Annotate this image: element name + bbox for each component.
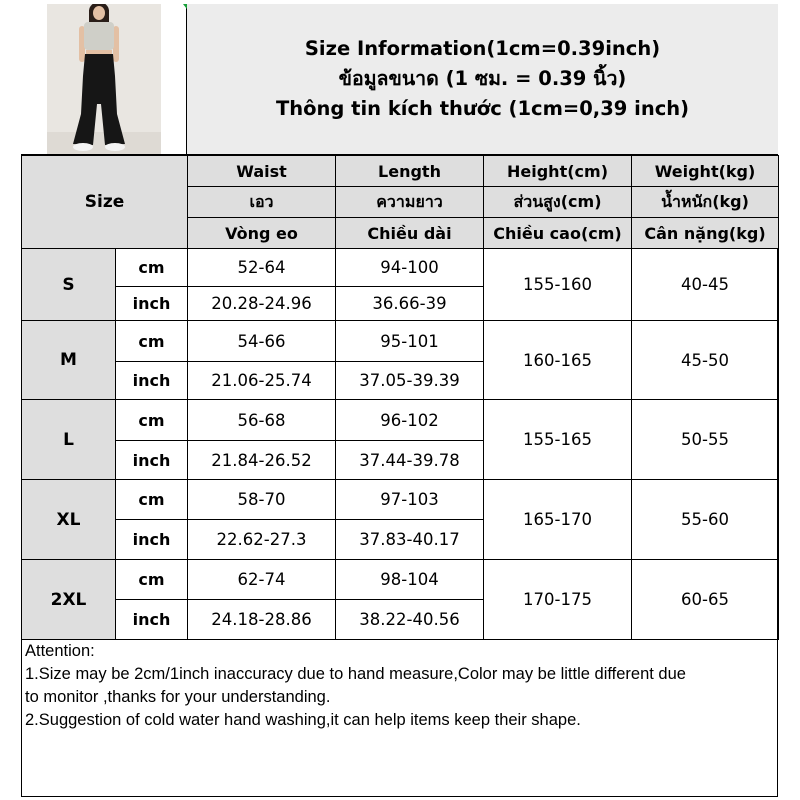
note-line-2: 2.Suggestion of cold water hand washing,it can help items keep their shape. [25, 711, 581, 729]
weight-header: Weight(kg) [632, 156, 779, 187]
length-cm-value: 95-101 [336, 321, 484, 362]
model-illustration [21, 4, 187, 155]
waist-cm-value: 56-68 [188, 400, 336, 441]
weight-value: 45-50 [632, 321, 779, 400]
length-inch-value: 37.44-39.78 [336, 441, 484, 480]
weight-header-vietnamese: Cân nặng(kg) [632, 218, 779, 249]
length-inch-value: 37.83-40.17 [336, 520, 484, 560]
length-cm-value: 96-102 [336, 400, 484, 441]
length-inch-value: 37.05-39.39 [336, 362, 484, 400]
length-cm-value: 98-104 [336, 560, 484, 600]
height-value: 170-175 [484, 560, 632, 640]
height-header-thai: ส่วนสูง(cm) [484, 187, 632, 218]
height-value: 160-165 [484, 321, 632, 400]
size-table [21, 155, 779, 640]
unit-label-inch: inch [116, 362, 188, 400]
note-line-1b: to monitor ,thanks for your understanding. [25, 688, 331, 706]
unit-label-inch: inch [116, 520, 188, 560]
size-label: M [22, 321, 116, 400]
title-block [187, 4, 778, 155]
waist-cm-value: 62-74 [188, 560, 336, 600]
size-column-header: Size [22, 156, 188, 249]
waist-inch-value: 24.18-28.86 [188, 600, 336, 640]
length-header: Length [336, 156, 484, 187]
waist-header-vietnamese: Vòng eo [188, 218, 336, 249]
weight-header-thai: น้ำหนัก(kg) [632, 187, 779, 218]
title-thai: ข้อมูลขนาด (1 ซม. = 0.39 นิ้ว) [338, 67, 627, 90]
length-cm-value: 94-100 [336, 249, 484, 287]
length-header-thai: ความยาว [336, 187, 484, 218]
unit-label-inch: inch [116, 441, 188, 480]
unit-label-inch: inch [116, 600, 188, 640]
waist-inch-value: 21.84-26.52 [188, 441, 336, 480]
height-header-vietnamese: Chiều cao(cm) [484, 218, 632, 249]
header-row-english [22, 156, 779, 187]
table-row [22, 249, 779, 287]
title-vietnamese: Thông tin kích thước (1cm=0,39 inch) [275, 97, 690, 120]
weight-value: 40-45 [632, 249, 779, 321]
weight-value: 55-60 [632, 480, 779, 560]
unit-label-cm: cm [116, 321, 188, 362]
waist-header-thai: เอว [188, 187, 336, 218]
waist-inch-value: 20.28-24.96 [188, 287, 336, 321]
waist-cm-value: 58-70 [188, 480, 336, 520]
length-inch-value: 38.22-40.56 [336, 600, 484, 640]
waist-cm-value: 54-66 [188, 321, 336, 362]
unit-label-inch: inch [116, 287, 188, 321]
height-value: 165-170 [484, 480, 632, 560]
length-inch-value: 36.66-39 [336, 287, 484, 321]
length-header-vietnamese: Chiều dài [336, 218, 484, 249]
table-row [22, 480, 779, 520]
size-label: 2XL [22, 560, 116, 640]
table-row [22, 400, 779, 441]
title-english: Size Information(1cm=0.39inch) [304, 37, 661, 60]
waist-cm-value: 52-64 [188, 249, 336, 287]
size-label: L [22, 400, 116, 480]
height-value: 155-160 [484, 249, 632, 321]
table-row [22, 560, 779, 600]
unit-label-cm: cm [116, 480, 188, 520]
waist-header: Waist [188, 156, 336, 187]
height-value: 155-165 [484, 400, 632, 480]
weight-value: 50-55 [632, 400, 779, 480]
length-cm-value: 97-103 [336, 480, 484, 520]
attention-notes [25, 640, 775, 732]
size-label: XL [22, 480, 116, 560]
note-line-1a: 1.Size may be 2cm/1inch inaccuracy due to hand measure,Color may be little different due [25, 665, 686, 683]
waist-inch-value: 22.62-27.3 [188, 520, 336, 560]
product-photo [21, 4, 187, 155]
size-label: S [22, 249, 116, 321]
weight-value: 60-65 [632, 560, 779, 640]
notes-heading: Attention: [25, 642, 95, 660]
unit-label-cm: cm [116, 560, 188, 600]
unit-label-cm: cm [116, 249, 188, 287]
unit-label-cm: cm [116, 400, 188, 441]
table-row [22, 321, 779, 362]
height-header: Height(cm) [484, 156, 632, 187]
waist-inch-value: 21.06-25.74 [188, 362, 336, 400]
